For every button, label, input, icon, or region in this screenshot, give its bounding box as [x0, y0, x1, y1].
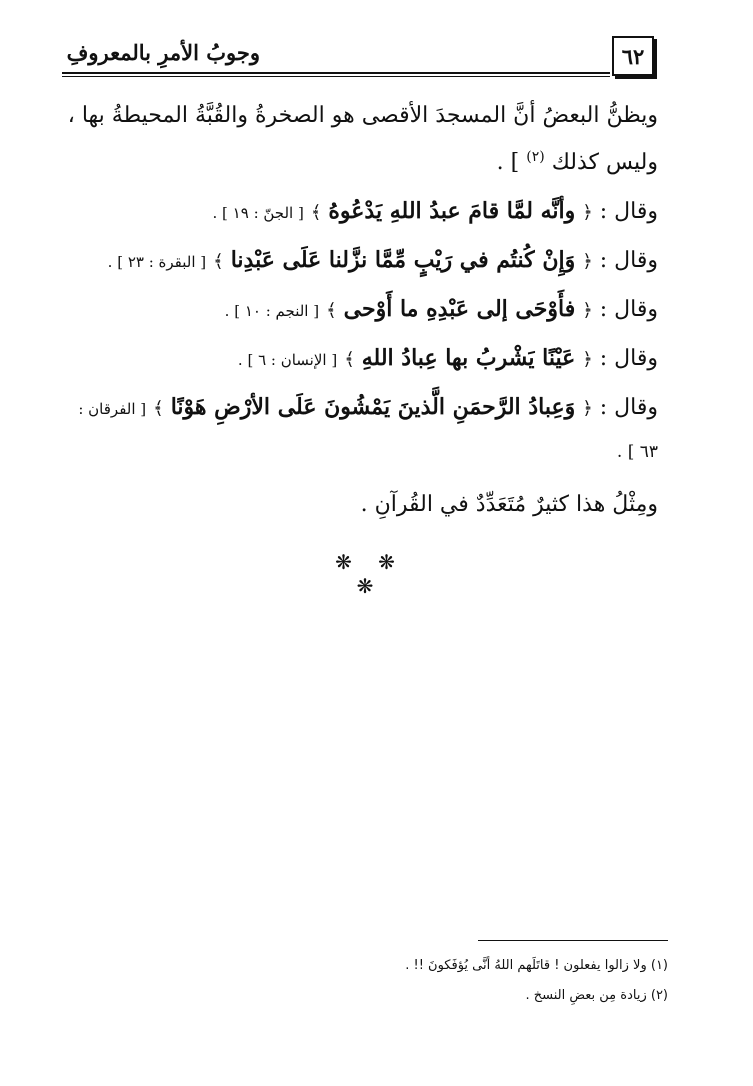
- running-title: وجوبُ الأمرِ بالمعروفِ: [66, 40, 260, 65]
- ornate-bracket-open: ﴿: [582, 251, 593, 272]
- verse-text: فأَوْحَى إلى عَبْدِهِ ما أَوْحى: [343, 296, 576, 322]
- bracket-close: ] .: [496, 150, 520, 175]
- paragraph-line-2: [497, 150, 658, 175]
- paragraph-text: وليس كذلك: [551, 150, 658, 175]
- ornate-bracket-close: ﴾: [213, 251, 224, 272]
- verse-line: [225, 296, 658, 322]
- ornate-bracket-open: ﴿: [582, 349, 593, 370]
- footnote-marker: (٢): [526, 149, 545, 165]
- verse-reference: [ الفرقان :: [78, 400, 147, 418]
- ornate-bracket-close: ﴾: [153, 398, 164, 419]
- verse-text: وَعِبادُ الرَّحمَنِ الَّذينَ يَمْشُونَ عَلَى الأرْضِ هَوْنًا: [170, 394, 576, 420]
- verse-text: وَإِنْ كُنتُم في رَيْبٍ مِّمَّا نزَّلنا عَلَى عَبْدِنا: [230, 247, 576, 273]
- ornate-bracket-open: ﴿: [582, 300, 593, 321]
- verse-reference: [ الجنّ : ١٩ ] .: [212, 204, 304, 222]
- verse-lead: وقال :: [599, 199, 658, 224]
- verse-lead: وقال :: [599, 346, 658, 371]
- page-number: ٦٢: [621, 43, 645, 69]
- ornate-bracket-close: ﴾: [344, 349, 355, 370]
- verse-lead: وقال :: [599, 297, 658, 322]
- footnote-separator: [478, 940, 668, 941]
- verse-line: [78, 394, 658, 420]
- page-number-box: [612, 36, 654, 76]
- verse-text: عَيْنًا يَشْربُ بها عِبادُ اللهِ: [361, 345, 576, 371]
- ornate-bracket-close: ﴾: [310, 202, 322, 223]
- footnote-2: (٢) زيادة مِن بعضِ النسخ .: [525, 988, 668, 1003]
- verse-reference: [ النجم : ١٠ ] .: [224, 302, 320, 320]
- verse-reference: [ الإنسان : ٦ ] .: [237, 351, 338, 369]
- paragraph-line-1: ويظنُّ البعضُ أنَّ المسجدَ الأقصى هو الصخرةُ والقُبَّةُ المحيطةُ بها ،: [67, 103, 658, 128]
- reference-continuation: ٦٣ ] .: [616, 442, 658, 462]
- verse-line: [108, 247, 658, 273]
- verse-line: [238, 345, 658, 371]
- header-rule: [62, 72, 610, 74]
- section-ornament: ❋ ❋ ❋: [335, 550, 405, 598]
- verse-line: [213, 198, 658, 224]
- verse-lead: وقال :: [599, 248, 658, 273]
- closing-sentence: ومِثْلُ هذا كثيرٌ مُتَعَدِّدٌ في القُرآنِ .: [360, 492, 658, 517]
- ornate-bracket-open: ﴿: [582, 202, 593, 223]
- ornate-bracket-close: ﴾: [326, 300, 337, 321]
- header-rule-thin: [62, 76, 610, 77]
- ornate-bracket-open: ﴿: [582, 398, 593, 419]
- verse-reference: [ البقرة : ٢٣ ] .: [107, 253, 207, 271]
- verse-text: وأنَّه لمَّا قامَ عبدُ اللهِ يَدْعُوهُ: [328, 198, 576, 224]
- verse-lead: وقال :: [599, 395, 658, 420]
- footnote-1: (١) ولا زالوا يفعلون ! قاتَلَهم اللهُ أنَّى يُؤفَكونَ !! .: [405, 958, 668, 973]
